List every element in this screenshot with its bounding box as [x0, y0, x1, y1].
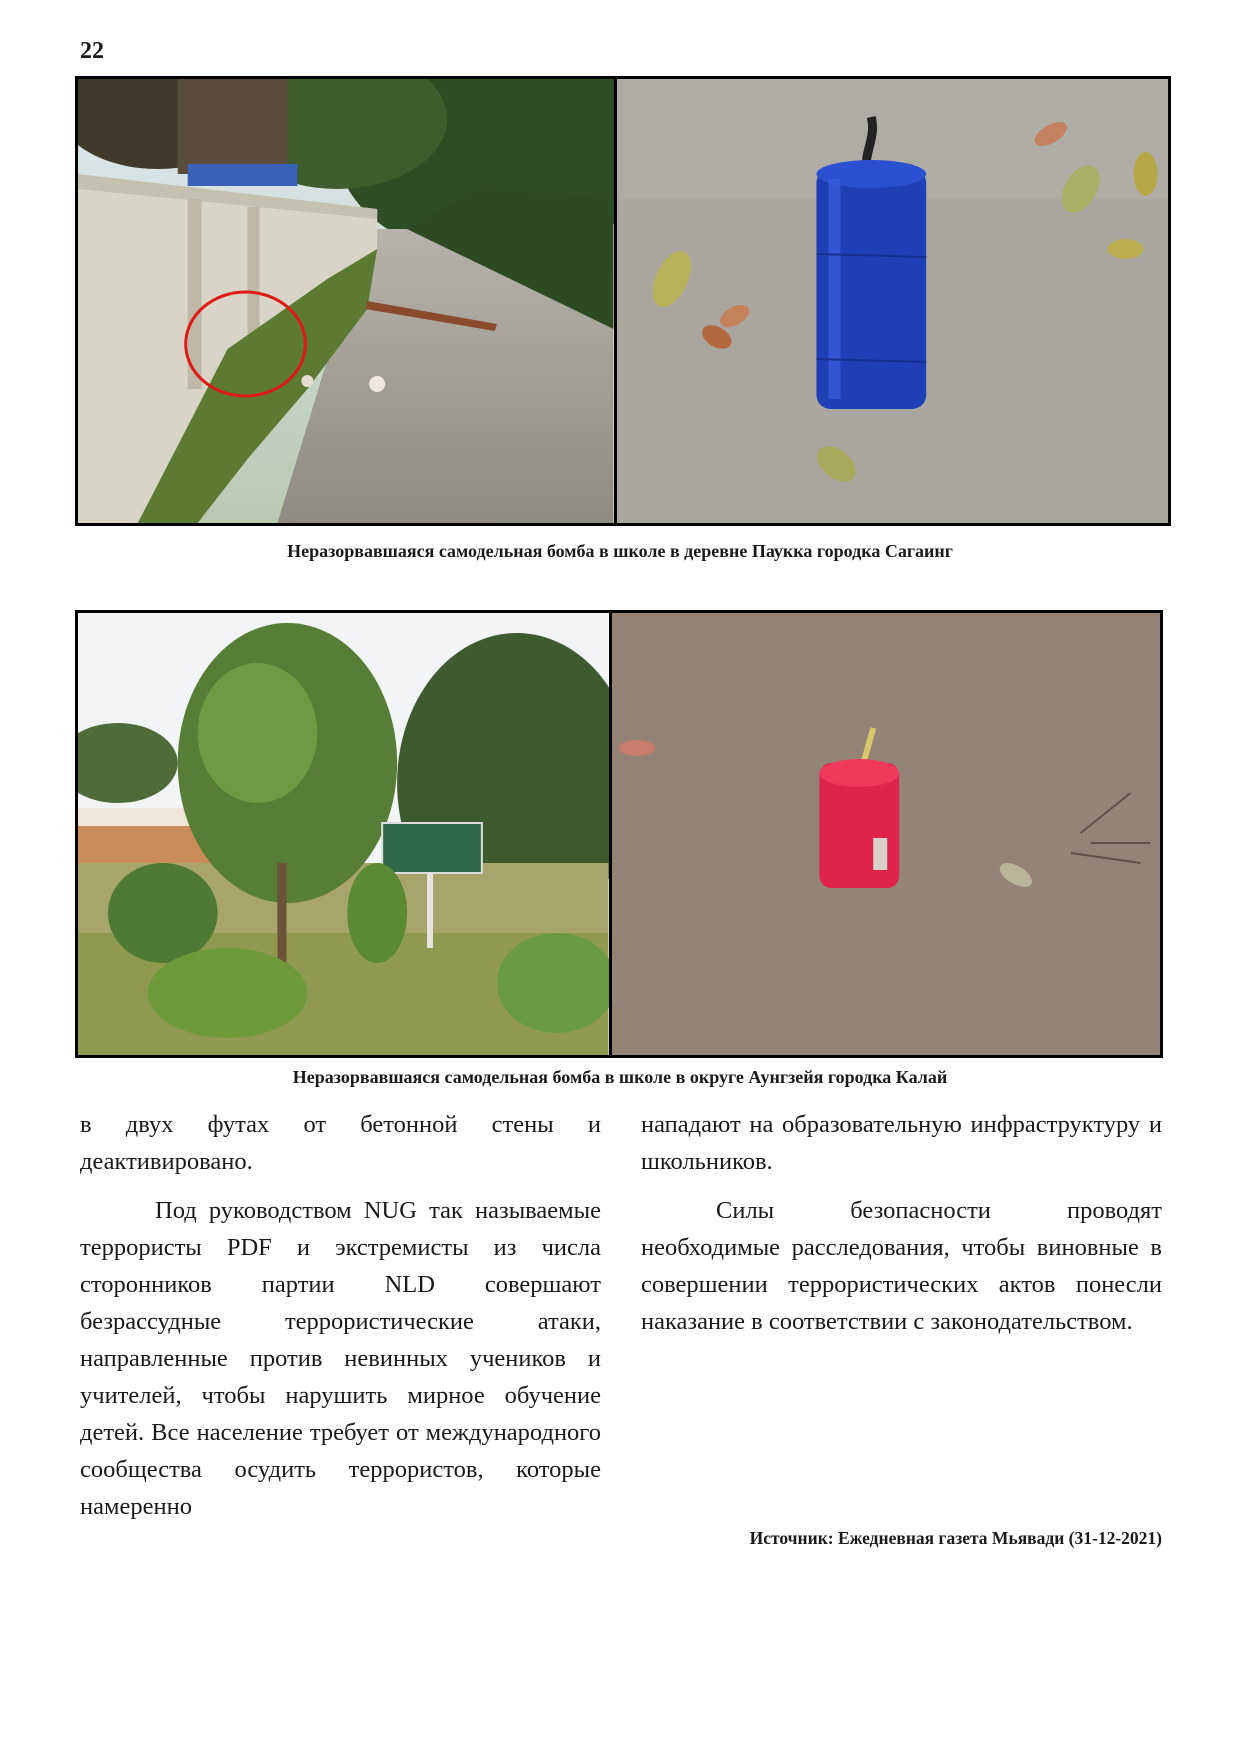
- article-right-column: [641, 1106, 1162, 1352]
- article-paragraph: нападают на образовательную инфраструктуру и школьников.: [641, 1111, 1162, 1175]
- article-paragraph: Силы безопасности проводят необходимые расследования, чтобы виновные в совершении террористических актов понесли наказание в соответствии с законодательством.: [641, 1197, 1162, 1335]
- article-left-column: [80, 1106, 601, 1537]
- blue-cylinder-bomb-photo: [614, 79, 1168, 523]
- source-citation: Источник: Ежедневная газета Мьявади (31-12-2021): [749, 1528, 1162, 1548]
- figure-1-caption: Неразорвавшаяся самодельная бомба в школе в деревне Паукка городка Сагаинг: [287, 541, 953, 561]
- article-paragraph: Под руководством NUG так называемые террористы PDF и экстремисты из числа сторонников партии NLD совершают безрассудные террористические атаки, направленные против невинных учеников и учителей, чтобы нарушить мирное обучение детей. Все население требует от международного сообщества осудить террористов, которые намеренно: [80, 1197, 601, 1520]
- alley-with-concrete-wall-photo: [78, 79, 614, 523]
- figure-2-photos: [75, 610, 1163, 1058]
- page-number: 22: [80, 38, 104, 64]
- school-yard-with-trees-photo: [78, 613, 609, 1055]
- article-paragraph: в двух футах от бетонной стены и деактивировано.: [80, 1111, 601, 1175]
- red-cylinder-bomb-photo: [609, 613, 1160, 1055]
- figure-1-photos: [75, 76, 1171, 526]
- figure-2-caption: Неразорвавшаяся самодельная бомба в школе в округе Аунгзейя городка Калай: [292, 1067, 948, 1087]
